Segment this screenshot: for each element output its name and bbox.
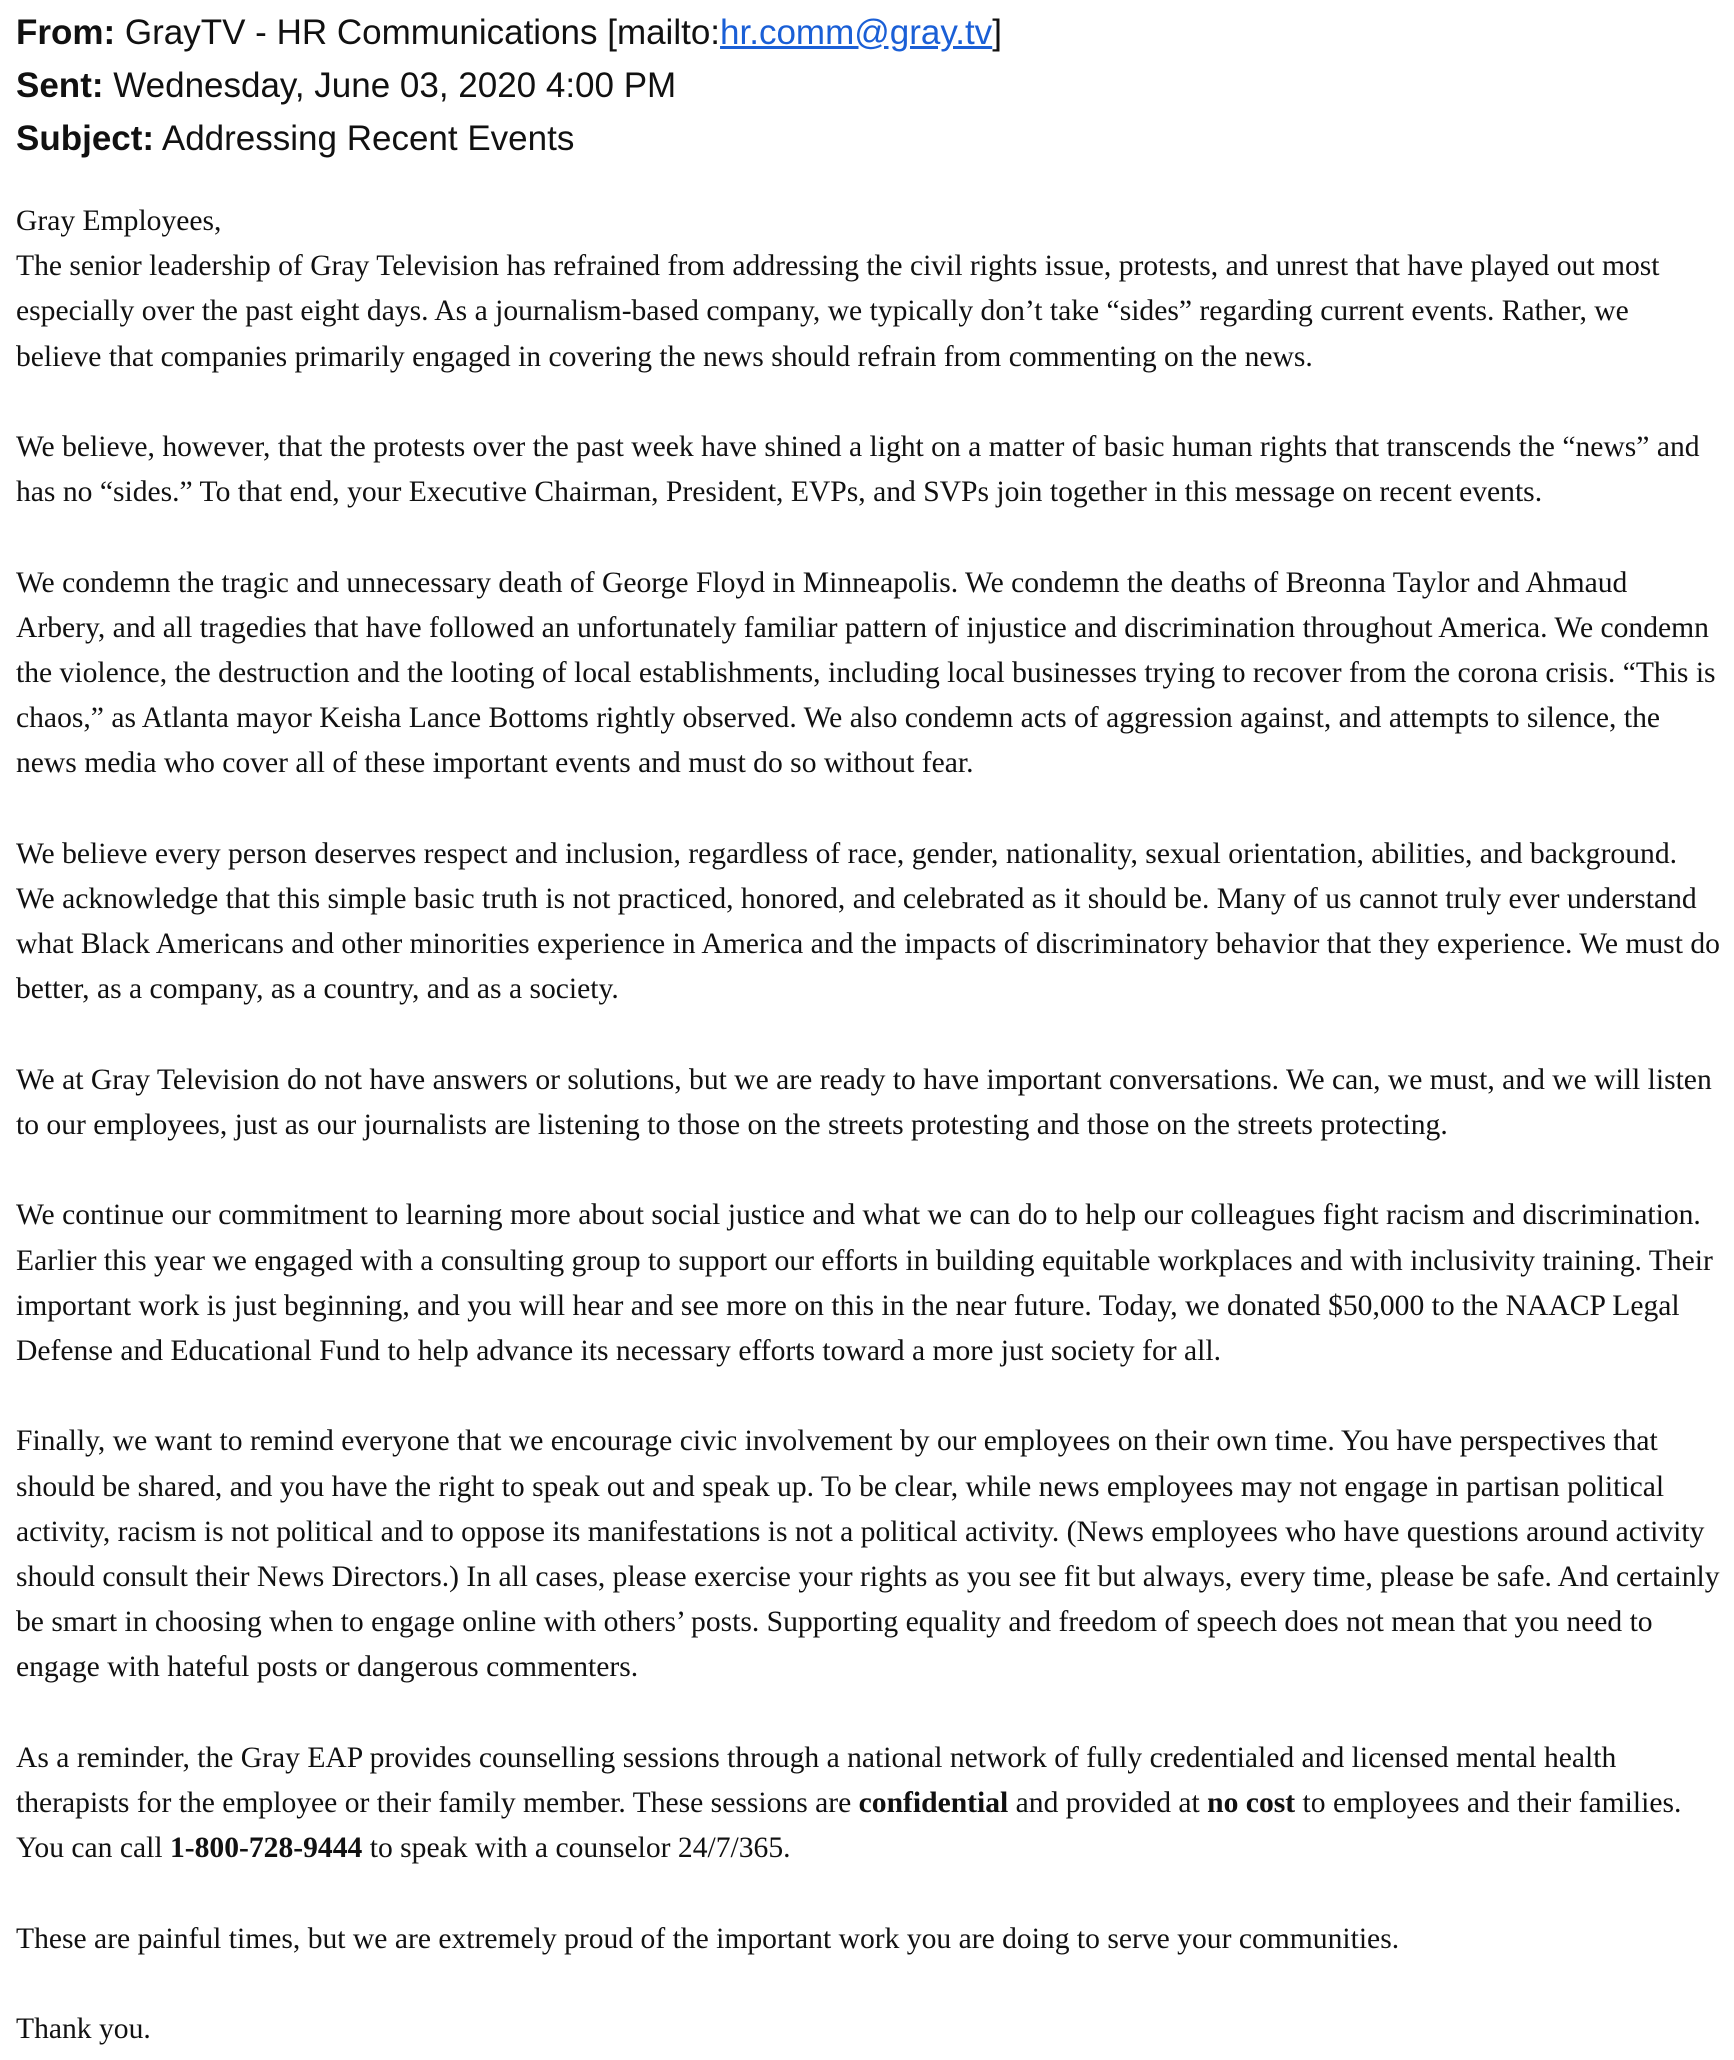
paragraph-6: We continue our commitment to learning more about social justice and what we can do to help our colleagues fight racism and discrimination. Earlier this year we engaged with a consulting group to support our efforts in building equitable workplaces and with inclusivity training. Their important work is just beginning, and you will hear and see more on this in the near future. Today, we donated $50,000 to the NAACP Legal Defense and Educational Fund to help advance its necessary efforts toward a more just society for all.: [16, 1199, 1713, 1367]
paragraph-3: We condemn the tragic and unnecessary death of George Floyd in Minneapolis. We condemn the deaths of Breonna Taylor and Ahmaud Arbery, and all tragedies that have followed an unfortunately familiar pattern of injustice and discrimination throughout America. We condemn the violence, the destruction and the looting of local establishments, including local businesses trying to recover from the corona crisis. “This is chaos,” as Atlanta mayor Keisha Lance Bottoms rightly observed. We also condemn acts of aggression against, and attempts to silence, the news media who cover all of these important events and must do so without fear.: [16, 566, 1716, 780]
email-document: [16, 6, 1721, 2052]
eap-text-d: to speak with a counselor 24/7/365.: [362, 1832, 791, 1865]
from-close: ]: [992, 13, 1002, 52]
paragraph-8: [16, 1736, 1721, 1872]
paragraph-2: We believe, however, that the protests over the past week have shined a light on a matter of basic human rights that transcends the “news” and has no “sides.” To that end, your Executive Chairman, President, EVPs, and SVPs join together in this message on recent events.: [16, 431, 1700, 509]
paragraph-7: Finally, we want to remind everyone that we encourage civic involvement by our employees on their own time. You have perspectives that should be shared, and you have the right to speak out and speak up. To be clear, while news employees may not engage in partisan political activity, racism is not political and to oppose its manifestations is not a political activity. (News employees who have questions around activity should consult their News Directors.) In all cases, please exercise your rights as you see fit but always, every time, please be safe. And certainly be smart in choosing when to engage online with others’ posts. Supporting equality and freedom of speech does not mean that you need to engage with hateful posts or dangerous commenters.: [16, 1425, 1720, 1684]
eap-phone-number: 1-800-728-9444: [169, 1832, 363, 1865]
paragraph-1: The senior leadership of Gray Television has refrained from addressing the civil rights issue, protests, and unrest that have played out most especially over the past eight days. As a journalism-based company, we typically don’t take “sides” regarding current events. Rather, we believe that companies primarily engaged in covering the news should refrain from commenting on the news.: [16, 250, 1660, 373]
subject-value: Addressing Recent Events: [161, 119, 575, 158]
from-label: From:: [16, 13, 116, 52]
sent-value: Wednesday, June 03, 2020 4:00 PM: [113, 66, 677, 105]
subject-label: Subject:: [16, 119, 155, 158]
email-header: [16, 6, 1721, 165]
sent-label: Sent:: [16, 66, 104, 105]
sent-row: [16, 59, 1721, 112]
greeting: Gray Employees,: [16, 205, 222, 237]
eap-confidential: confidential: [858, 1787, 1009, 1819]
eap-no-cost: no cost: [1207, 1787, 1296, 1819]
from-email-link[interactable]: hr.comm@gray.tv: [720, 13, 993, 52]
eap-text-b: and provided at: [1008, 1787, 1208, 1819]
eap-text-c: to employees and their families. You can call: [16, 1787, 1682, 1865]
subject-row: [16, 112, 1721, 165]
paragraph-4: We believe every person deserves respect and inclusion, regardless of race, gender, nationality, sexual orientation, abilities, and background. We acknowledge that this simple basic truth is not practiced, honored, and celebrated as it should be. Many of us cannot truly ever understand what Black Americans and other minorities experience in America and the impacts of discriminatory behavior that they experience. We must do better, as a company, as a country, and as a society.: [16, 837, 1720, 1006]
paragraph-9: These are painful times, but we are extremely proud of the important work you are doing to serve your communities.: [16, 1922, 1400, 1955]
email-body: [16, 199, 1721, 2052]
from-name: GrayTV - HR Communications [mailto:: [124, 13, 721, 52]
eap-text-a: As a reminder, the Gray EAP provides counselling sessions through a national network of fully credentialed and licensed mental health therapists for the employee or their family member. These sessions are: [16, 1741, 1617, 1819]
from-row: [16, 6, 1721, 59]
closing: Thank you.: [16, 2012, 151, 2045]
paragraph-5: We at Gray Television do not have answers or solutions, but we are ready to have important conversations. We can, we must, and we will listen to our employees, just as our journalists are listening to those on the streets protesting and those on the streets protecting.: [16, 1063, 1712, 1141]
